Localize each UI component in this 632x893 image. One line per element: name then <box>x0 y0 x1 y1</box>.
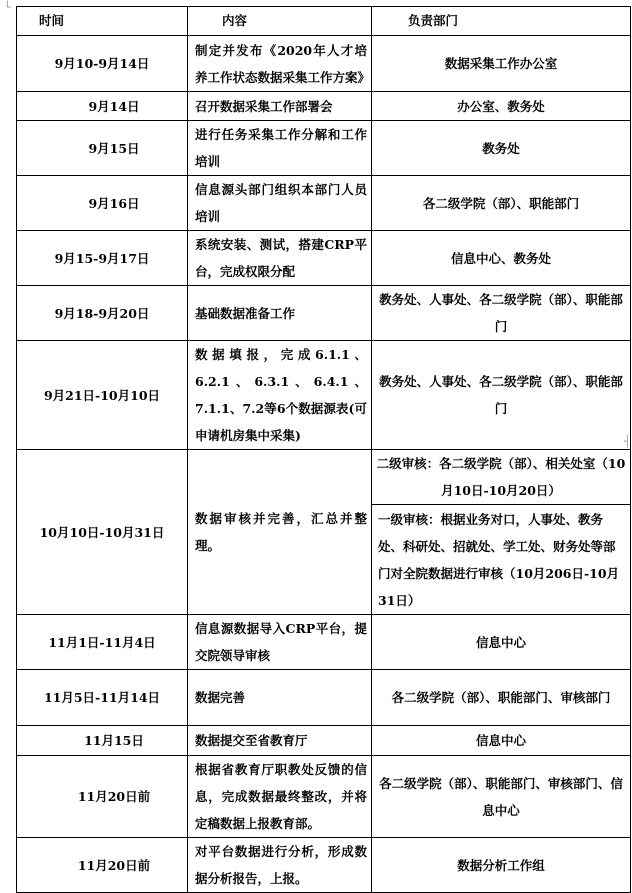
time-cell: 11月15日 <box>17 726 188 756</box>
header-dept: 负责部门 <box>372 7 631 36</box>
task-cell: 数据提交至省教育厅 <box>188 726 372 756</box>
schedule-table <box>16 6 631 893</box>
header-time: 时间 <box>17 7 188 36</box>
dept-cell: 各二级学院（部）、职能部门 <box>372 176 631 231</box>
dept-cell: 信息中心 <box>372 726 631 756</box>
time-cell: 11月20日前 <box>17 756 188 838</box>
corner-mark-icon: └ <box>4 1 11 14</box>
task-cell: 系统安装、测试，搭建CRP平台，完成权限分配 <box>188 231 372 286</box>
table-row <box>17 756 631 838</box>
table-row <box>17 838 631 893</box>
table-row <box>17 92 631 121</box>
dept-cell: 数据分析工作组 <box>372 838 631 893</box>
table-row <box>17 286 631 341</box>
dept-cell: 办公室、教务处 <box>372 92 631 121</box>
task-cell: 数据填报，完成6.1.1、6.2.1、6.3.1、6.4.1、7.1.1、7.2等6个数据源表(可申请机房集中采集) <box>188 341 372 450</box>
time-cell: 11月5日-11月14日 <box>17 670 188 726</box>
table-row <box>17 121 631 176</box>
table-row <box>17 726 631 756</box>
task-cell: 数据审核并完善，汇总并整理。 <box>188 450 372 615</box>
table-row <box>17 36 631 92</box>
dept-cell: 信息中心 <box>372 615 631 670</box>
time-cell: 9月10-9月14日 <box>17 36 188 92</box>
task-cell: 数据完善 <box>188 670 372 726</box>
time-cell: 9月21日-10月10日 <box>17 341 188 450</box>
dept-cell: 教务处、人事处、各二级学院（部）、职能部门 <box>372 341 631 450</box>
task-cell: 信息源头部门组织本部门人员培训 <box>188 176 372 231</box>
time-cell: 9月15-9月17日 <box>17 231 188 286</box>
time-cell: 11月1日-11月4日 <box>17 615 188 670</box>
time-cell: 9月18-9月20日 <box>17 286 188 341</box>
time-cell: 10月10日-10月31日 <box>17 450 188 615</box>
task-cell: 基础数据准备工作 <box>188 286 372 341</box>
resize-mark-icon: ┤ <box>624 435 631 448</box>
header-task: 内容 <box>188 7 372 36</box>
table-row <box>17 450 631 505</box>
dept-cell: 信息中心、教务处 <box>372 231 631 286</box>
task-cell: 根据省教育厅职教处反馈的信息，完成数据最终整改，并将定稿数据上报教育部。 <box>188 756 372 838</box>
time-cell: 9月16日 <box>17 176 188 231</box>
dept-cell: 教务处 <box>372 121 631 176</box>
time-cell: 9月14日 <box>17 92 188 121</box>
dept-cell: 教务处、人事处、各二级学院（部）、职能部门 <box>372 286 631 341</box>
dept-cell: 二级审核：各二级学院（部）、相关处室（10月10日-10月20日） <box>372 450 631 505</box>
dept-cell: 数据采集工作办公室 <box>372 36 631 92</box>
dept-cell: 一级审核：根据业务对口，人事处、教务处、科研处、招就处、学工处、财务处等部门对全院数据进行审核（10月206日-10月31日） <box>372 505 631 615</box>
task-cell: 制定并发布《2020年人才培养工作状态数据采集工作方案》 <box>188 36 372 92</box>
table-row <box>17 341 631 450</box>
table-row <box>17 231 631 286</box>
table-row <box>17 176 631 231</box>
table-row <box>17 615 631 670</box>
task-cell: 进行任务采集工作分解和工作培训 <box>188 121 372 176</box>
dept-cell: 各二级学院（部）、职能部门、审核部门、信息中心 <box>372 756 631 838</box>
table-row <box>17 670 631 726</box>
time-cell: 11月20日前 <box>17 838 188 893</box>
header-row <box>17 7 631 36</box>
time-cell: 9月15日 <box>17 121 188 176</box>
task-cell: 信息源数据导入CRP平台，提交院领导审核 <box>188 615 372 670</box>
dept-cell: 各二级学院（部）、职能部门、审核部门 <box>372 670 631 726</box>
task-cell: 对平台数据进行分析，形成数据分析报告，上报。 <box>188 838 372 893</box>
task-cell: 召开数据采集工作部署会 <box>188 92 372 121</box>
